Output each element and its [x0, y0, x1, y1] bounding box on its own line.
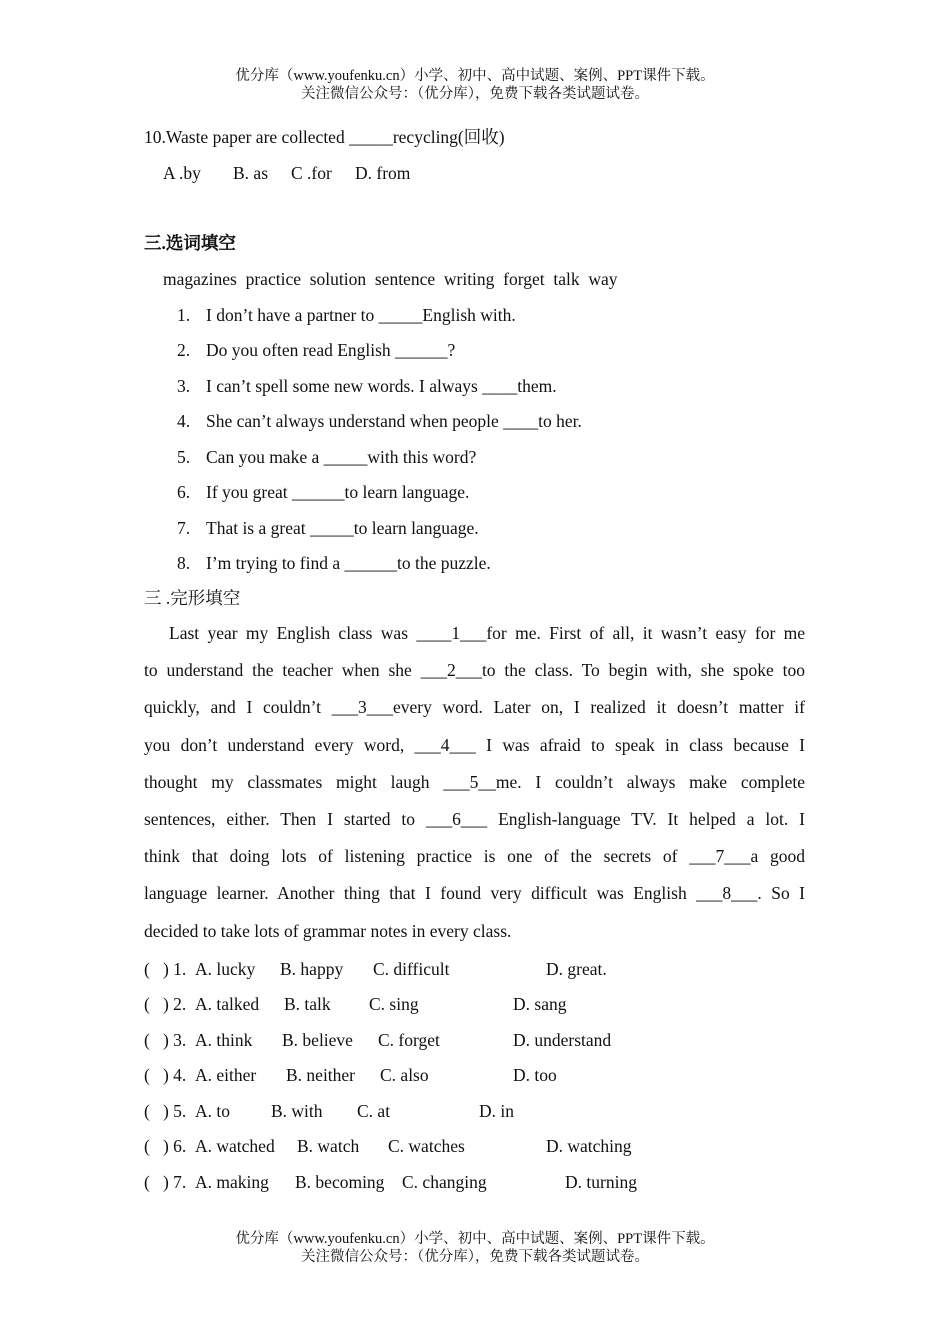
question-prefix: ( ) 4. — [144, 1065, 187, 1085]
option-b: B. happy — [280, 959, 344, 979]
cloze-passage — [144, 615, 805, 950]
option-c: C. also — [380, 1065, 429, 1085]
option-b: B. believe — [282, 1030, 353, 1050]
option-a: A. watched — [195, 1136, 275, 1156]
option-a: A. lucky — [195, 959, 256, 979]
passage-line: decided to take lots of grammar notes in every class. — [144, 920, 512, 941]
option-d: D. watching — [546, 1136, 632, 1156]
passage-line: you don’t understand every word, ___4___ I was afraid to speak in class because I — [144, 734, 805, 755]
passage-line: Last year my English class was ____1___for me. First of all, it wasn’t easy for me — [144, 623, 805, 643]
fill-item-num: 8. — [177, 553, 191, 573]
q10-option-c: C .for — [291, 163, 332, 183]
fill-item-text: I can’t spell some new words. I always ____them. — [206, 376, 557, 396]
section-fill-title: 三.选词填空 — [144, 233, 236, 253]
fill-item-text: That is a great _____to learn language. — [206, 518, 479, 538]
fill-item-text: I don’t have a partner to _____English with. — [206, 305, 516, 325]
option-b: B. with — [271, 1101, 323, 1121]
fill-item-text: Can you make a _____with this word? — [206, 447, 477, 467]
q10-option-a: A .by — [163, 163, 201, 183]
question-prefix: ( ) 7. — [144, 1172, 187, 1192]
option-d: D. sang — [513, 994, 567, 1014]
fill-item-num: 1. — [177, 305, 191, 325]
page-header-line2: 关注微信公众号：（优分库），免费下载各类试题试卷。 — [301, 86, 649, 102]
option-c: C. difficult — [373, 959, 450, 979]
fill-item-num: 7. — [177, 518, 191, 538]
option-b: B. becoming — [295, 1172, 385, 1192]
fill-item-text: She can’t always understand when people ____to her. — [206, 411, 582, 431]
fill-item-num: 5. — [177, 447, 191, 467]
passage-line: quickly, and I couldn’t ___3___every word. Later on, I realized it doesn’t matter if — [144, 697, 805, 718]
option-a: A. either — [195, 1065, 257, 1085]
option-d: D. in — [479, 1101, 514, 1121]
q10-option-d: D. from — [355, 163, 411, 183]
option-a: A. to — [195, 1101, 230, 1121]
passage-line: think that doing lots of listening practice is one of the secrets of ___7___a good — [144, 846, 805, 867]
fill-item-text: I’m trying to find a ______to the puzzle. — [206, 553, 491, 573]
option-a: A. think — [195, 1030, 253, 1050]
option-c: C. sing — [369, 994, 419, 1014]
option-b: B. talk — [284, 994, 331, 1014]
option-d: D. great. — [546, 959, 607, 979]
section-cloze-title: 三 .完形填空 — [144, 588, 241, 608]
fill-item-num: 2. — [177, 340, 191, 360]
passage-line: to understand the teacher when she ___2___to the class. To begin with, she spoke too — [144, 660, 805, 681]
word-bank: magazines practice solution sentence writing forget talk way — [163, 269, 618, 289]
option-a: A. making — [195, 1172, 269, 1192]
question-prefix: ( ) 2. — [144, 994, 187, 1014]
fill-item-text: Do you often read English ______? — [206, 340, 456, 360]
option-c: C. at — [357, 1101, 391, 1121]
passage-line: thought my classmates might laugh ___5__me. I couldn’t always make complete — [144, 771, 805, 792]
option-c: C. watches — [388, 1136, 465, 1156]
q10-option-b: B. as — [233, 163, 268, 183]
passage-line: language learner. Another thing that I found very difficult was English ___8___. So I — [144, 883, 805, 904]
question-prefix: ( ) 5. — [144, 1101, 187, 1121]
page-footer-line2: 关注微信公众号：（优分库），免费下载各类试题试卷。 — [301, 1249, 649, 1265]
fill-item-num: 4. — [177, 411, 191, 431]
option-b: B. neither — [286, 1065, 356, 1085]
fill-item-num: 6. — [177, 482, 191, 502]
option-b: B. watch — [297, 1136, 360, 1156]
option-d: D. understand — [513, 1030, 612, 1050]
option-a: A. talked — [195, 994, 260, 1014]
fill-item-num: 3. — [177, 376, 191, 396]
option-d: D. turning — [565, 1172, 637, 1192]
fill-item-text: If you great ______to learn language. — [206, 482, 470, 502]
q10-stem: 10.Waste paper are collected _____recycling(回收) — [144, 127, 505, 147]
option-c: C. changing — [402, 1172, 487, 1192]
page-footer-line1: 优分库（www.youfenku.cn）小学、初中、高中试题、案例、PPT课件下载。 — [235, 1231, 715, 1247]
option-c: C. forget — [378, 1030, 440, 1050]
question-prefix: ( ) 3. — [144, 1030, 187, 1050]
question-prefix: ( ) 1. — [144, 959, 187, 979]
option-d: D. too — [513, 1065, 557, 1085]
passage-line: sentences, either. Then I started to ___6___ English-language TV. It helped a lot. I — [144, 808, 805, 829]
page-header-line1: 优分库（www.youfenku.cn）小学、初中、高中试题、案例、PPT课件下载。 — [235, 68, 715, 84]
question-prefix: ( ) 6. — [144, 1136, 187, 1156]
